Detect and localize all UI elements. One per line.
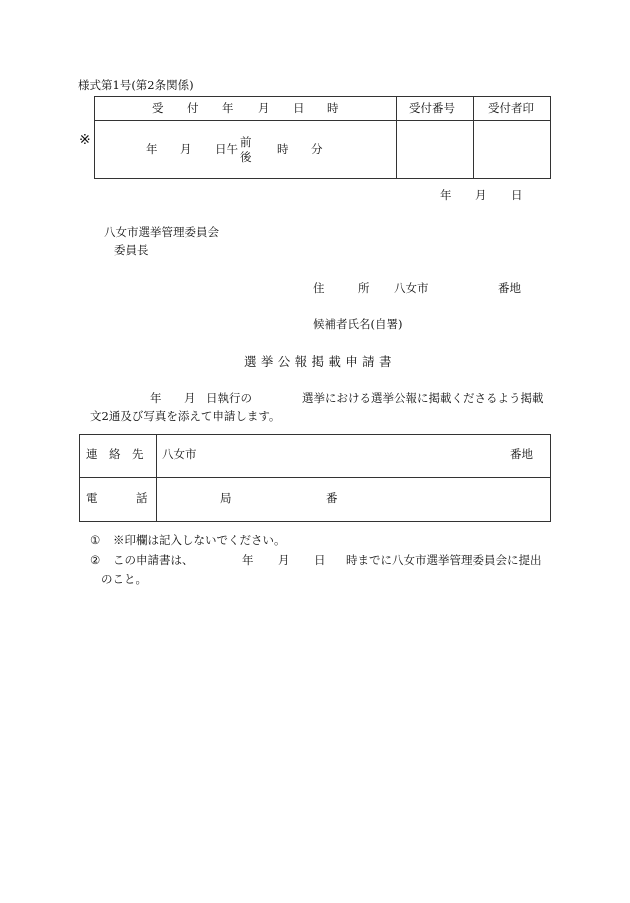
note-2-text-b: 時までに八女市選挙管理委員会に提出 [346, 553, 542, 567]
reception-header-hour: 時 [327, 101, 339, 115]
body-line1: 選挙における選挙公報に掲載くださるよう掲載 [302, 391, 544, 405]
reception-hour: 時 [277, 142, 289, 156]
note-2-text-a: この申請書は、 [113, 553, 194, 567]
reception-col-divider-1 [396, 96, 397, 179]
contact-suffix: 番地 [510, 447, 533, 461]
address-suffix: 番地 [498, 281, 521, 295]
contact-label: 連 絡 先 [86, 447, 144, 461]
body-day-exec: 日執行の [206, 391, 252, 405]
receiver-seal-header: 受付者印 [488, 101, 534, 115]
date-day: 日 [511, 188, 523, 202]
phone-label-1: 電 [86, 491, 98, 505]
reception-pm: 後 [240, 150, 252, 164]
reception-month: 月 [180, 142, 192, 156]
reception-minute: 分 [311, 142, 323, 156]
phone-number: 番 [326, 491, 338, 505]
office-use-mark: ※ [79, 132, 91, 148]
reception-header-year: 年 [222, 101, 234, 115]
note-2-month: 月 [278, 553, 290, 567]
reception-header-uke: 受 [152, 101, 164, 115]
reception-day-ampm: 日午 [215, 142, 238, 156]
phone-exchange: 局 [220, 491, 232, 505]
contact-table [79, 434, 551, 522]
addressee-committee: 八女市選挙管理委員会 [104, 225, 219, 239]
note-2-year: 年 [242, 553, 254, 567]
body-line2: 文2通及び写真を添えて申請します。 [90, 409, 281, 423]
contact-table-divider [79, 477, 551, 478]
note-1-mark: ① [90, 533, 101, 547]
note-2-day: 日 [314, 553, 326, 567]
date-year: 年 [440, 188, 452, 202]
reception-col-divider-2 [473, 96, 474, 179]
addressee-chair: 委員長 [114, 243, 149, 257]
address-city: 八女市 [394, 281, 429, 295]
reception-year: 年 [146, 142, 158, 156]
contact-col-divider [156, 434, 157, 522]
note-2-mark: ② [90, 553, 101, 567]
date-month: 月 [475, 188, 487, 202]
body-year: 年 [150, 391, 162, 405]
form-number-label: 様式第1号(第2条関係) [78, 78, 194, 92]
note-1-text: ※印欄は記入しないでください。 [113, 533, 286, 547]
address-label-1: 住 [313, 281, 325, 295]
document-title: 選挙公報掲載申請書 [244, 354, 396, 369]
reception-number-header: 受付番号 [409, 101, 455, 115]
body-month: 月 [184, 391, 196, 405]
reception-table-divider [94, 120, 551, 121]
reception-header-tsuke: 付 [187, 101, 199, 115]
address-label-2: 所 [358, 281, 370, 295]
candidate-name-label: 候補者氏名(自署) [313, 317, 403, 331]
contact-city: 八女市 [162, 447, 197, 461]
reception-header-day: 日 [293, 101, 305, 115]
note-2-text-c: のこと。 [101, 572, 147, 586]
phone-label-2: 話 [136, 491, 148, 505]
reception-am: 前 [240, 135, 252, 149]
reception-header-month: 月 [258, 101, 270, 115]
